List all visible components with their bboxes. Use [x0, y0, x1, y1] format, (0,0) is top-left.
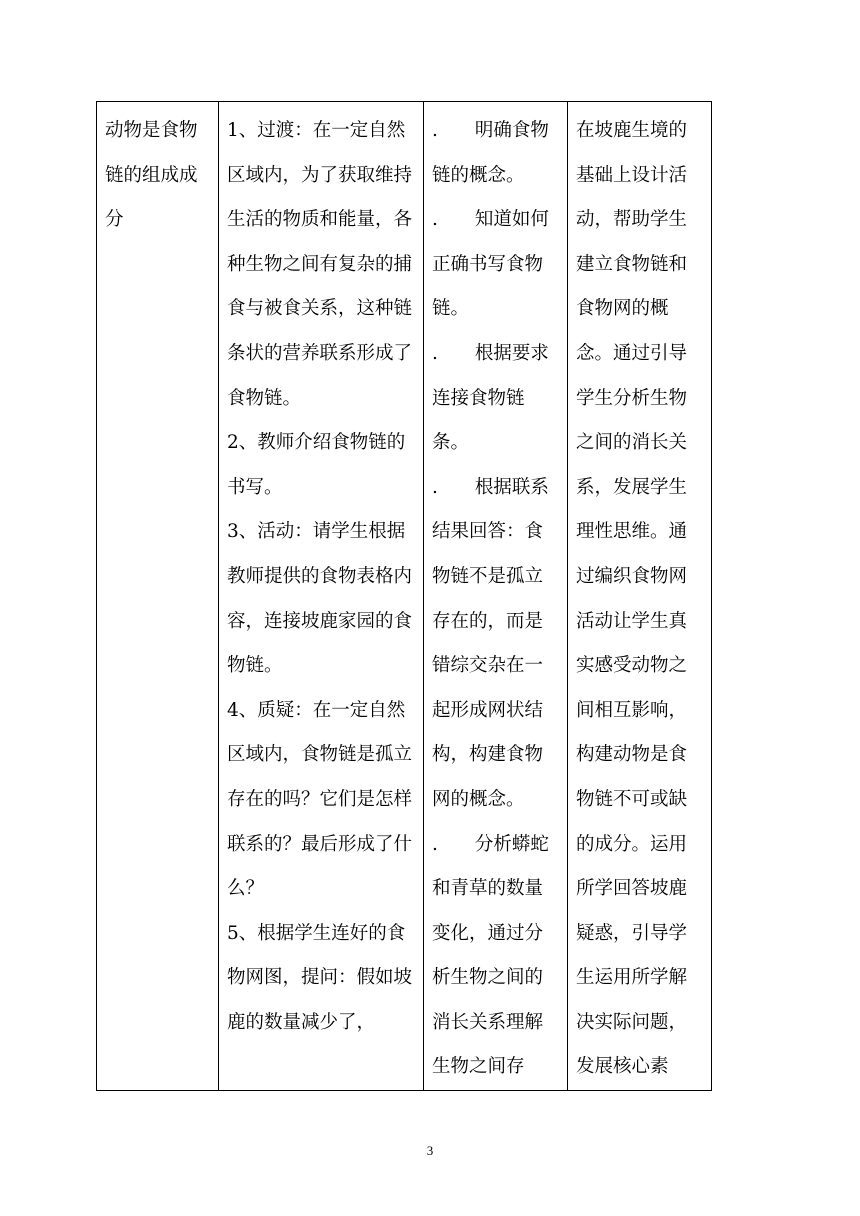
topic-cell [97, 102, 219, 1091]
teacher-step-3: 3、活动：请学生根据教师提供的食物表格内容，连接坡鹿家园的食物链。 [227, 521, 413, 677]
teacher-activity-cell [219, 102, 424, 1091]
student-activity-cell [424, 102, 568, 1091]
student-item-3: . 根据要求连接食物链条。 [432, 342, 549, 454]
design-intent-cell [568, 102, 712, 1091]
student-item-5: . 分析蟒蛇和青草的数量变化，通过分析生物之间的消长关系理解生物之间存 [432, 833, 549, 1078]
page-number: 3 [426, 1143, 434, 1158]
topic-text: 动物是食物链的组成成分 [105, 120, 198, 231]
student-item-1: . 明确食物链的概念。 [432, 120, 549, 186]
teacher-step-4: 4、质疑：在一定自然区域内，食物链是孤立存在的吗？它们是怎样联系的？最后形成了什么？ [227, 699, 413, 900]
design-intent-text: 在坡鹿生境的基础上设计活动，帮助学生建立食物链和食物网的概念。通过引导学生分析生物之间的消长关系，发展学生理性思维。通过编织食物网活动让学生真实感受动物之间相互影响，构建动物是食物链不可或缺的成分。运用所学回答坡鹿疑惑，引导学生运用所学解决实际问题，发展核心素 [576, 120, 688, 1078]
lesson-plan-table [96, 101, 712, 1091]
student-item-2: . 知道如何正确书写食物链。 [432, 209, 549, 320]
table-row [97, 102, 712, 1091]
teacher-step-1: 1、过渡：在一定自然区域内，为了获取维持生活的物质和能量，各种生物之间有复杂的捕食与被食关系，这种链条状的营养联系形成了食物链。 [227, 120, 413, 409]
teacher-step-2: 2、教师介绍食物链的书写。 [227, 432, 406, 498]
student-item-4: . 根据联系结果回答：食物链不是孤立存在的，而是错综交杂在一起形成网状结构，构建食物网的概念。 [432, 476, 549, 810]
teacher-step-5: 5、根据学生连好的食物网图，提问：假如坡鹿的数量减少了， [227, 922, 413, 1033]
